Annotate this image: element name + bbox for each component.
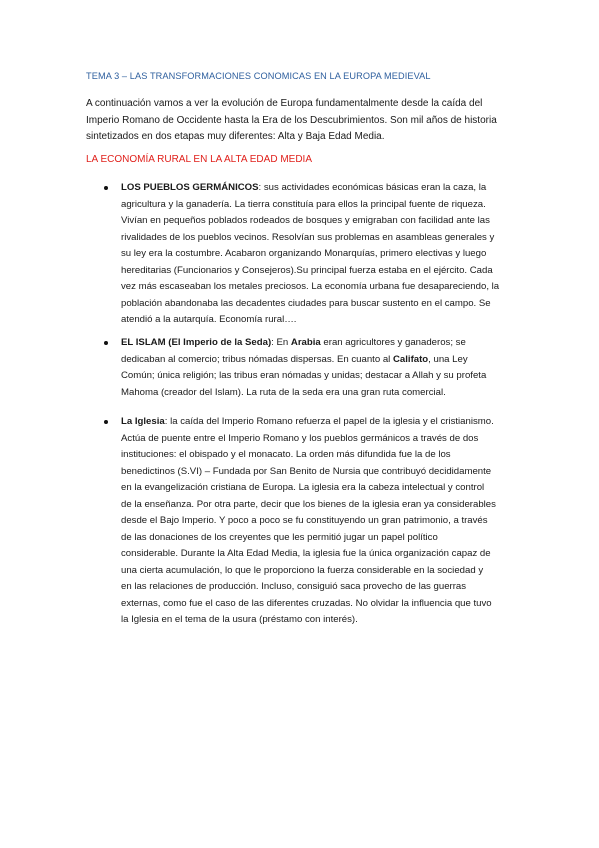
bullet-line: Mahoma (creador del Islam). La ruta de la seda era una gran ruta comercial. <box>121 386 446 398</box>
bullet-line: instituciones: el obispado y el monacato. La orden más difundida fue la de los <box>121 449 451 460</box>
bullet-line: de la enseñanza. Por otra parte, decir que los bienes de la iglesia eran ya considerables <box>121 498 496 510</box>
bullet-line: atendió a la autarquía. Economía rural…. <box>121 314 297 325</box>
document-title: TEMA 3 – LAS TRANSFORMACIONES CONOMICAS EN LA EUROPA MEDIEVAL <box>86 71 431 81</box>
bullet-line: una cierta acumulación, lo que le proporciono la fuerza considerable en la sociedad y <box>121 564 484 576</box>
bullet-line: de las donaciones de los creyentes que les permitió jugar un papel político <box>121 531 438 543</box>
bullet-line: su ley era la costumbre. Acabaron organizando Monarquías, primero electivas y luego <box>121 248 487 259</box>
bullet-icon <box>104 341 108 345</box>
section-heading: LA ECONOMÍA RURAL EN LA ALTA EDAD MEDIA <box>86 154 312 165</box>
bullet-line: Común; única religión; las tribus eran nómadas y unidas; destacar a Allah y su profeta <box>121 370 487 381</box>
bullet-lead: La Iglesia <box>121 416 165 427</box>
intro-paragraph <box>86 96 526 146</box>
bullet-line: vez más escaseaban los metales preciosos. La economía urbana fue desapareciendo, la <box>121 281 500 292</box>
bullet-line: dedicaban al comercio; tribus nómadas dispersas. En cuanto al Califato, una Ley <box>121 353 468 365</box>
bullet-line: Vivían en pequeños poblados rodeados de bosques y emigraban con facilidad ante las <box>121 215 490 226</box>
bullet-line: en la evangelización cristiana de Europa. La iglesia era la cabeza intelectual y control <box>121 482 485 493</box>
bullet-text <box>121 180 536 329</box>
bullet-line: en las relaciones de producción. Incluso, consiguió saca provecho de las guerras <box>121 581 467 592</box>
bullet-line: La Iglesia: la caída del Imperio Romano refuerza el papel de la iglesia y el cristianismo. <box>121 416 494 427</box>
bullet-line: considerable. Durante la Alta Edad Media, la iglesia fue la única organización capaz de <box>121 548 491 559</box>
bullet-icon <box>104 186 108 190</box>
intro-line: sintetizados en dos etapas muy diferentes: Alta y Baja Edad Media. <box>86 131 385 142</box>
bullet-line: benedictinos (S.VI) – Fundada por San Benito de Nursia que contribuyó decididamente <box>121 465 492 477</box>
bullet-line: desde el Bajo Imperio. Y poco a poco se fu constituyendo un gran patrimonio, a través <box>121 515 488 526</box>
bullet-line: la Iglesia en el tema de la usura (préstamo con interés). <box>121 614 358 625</box>
intro-line: A continuación vamos a ver la evolución de Europa fundamentalmente desde la caída del <box>86 98 483 109</box>
bullet-line: población abandonaba las decadentes ciudades para buscar sustento en el campo. Se <box>121 297 491 309</box>
bullet-line: Actúa de puente entre el Imperio Romano y los pueblos germánicos a través de dos <box>121 432 479 444</box>
bullet-line: hereditarias (Funcionarios y Consejeros).Su principal fuerza estaba en el ejército. Cada <box>121 264 493 276</box>
bullet-line: rivalidades de los pueblos vecinos. Resolvían sus problemas en asambleas generales y <box>121 231 495 243</box>
bullet-line: EL ISLAM (El Imperio de la Seda): En Arabia eran agricultores y ganaderos; se <box>121 337 466 348</box>
bullet-lead: LOS PUEBLOS GERMÁNICOS <box>121 182 259 193</box>
bullet-text <box>121 414 536 629</box>
bullet-line: externas, como fue el caso de las diferentes cruzadas. No olvidar la influencia que tuvo <box>121 597 492 609</box>
bullet-line: LOS PUEBLOS GERMÁNICOS: sus actividades económicas básicas eran la caza, la <box>121 182 487 193</box>
bullet-lead: EL ISLAM (El Imperio de la Seda) <box>121 337 272 348</box>
bullet-text <box>121 335 536 401</box>
bullet-icon <box>104 420 108 424</box>
intro-line: Imperio Romano de Occidente hasta la Era de los Descubrimientos. Son mil años de historia <box>86 114 497 126</box>
bullet-line: agricultura y la ganadería. La tierra constituía para ellos la principal fuente de riqueza. <box>121 198 486 210</box>
